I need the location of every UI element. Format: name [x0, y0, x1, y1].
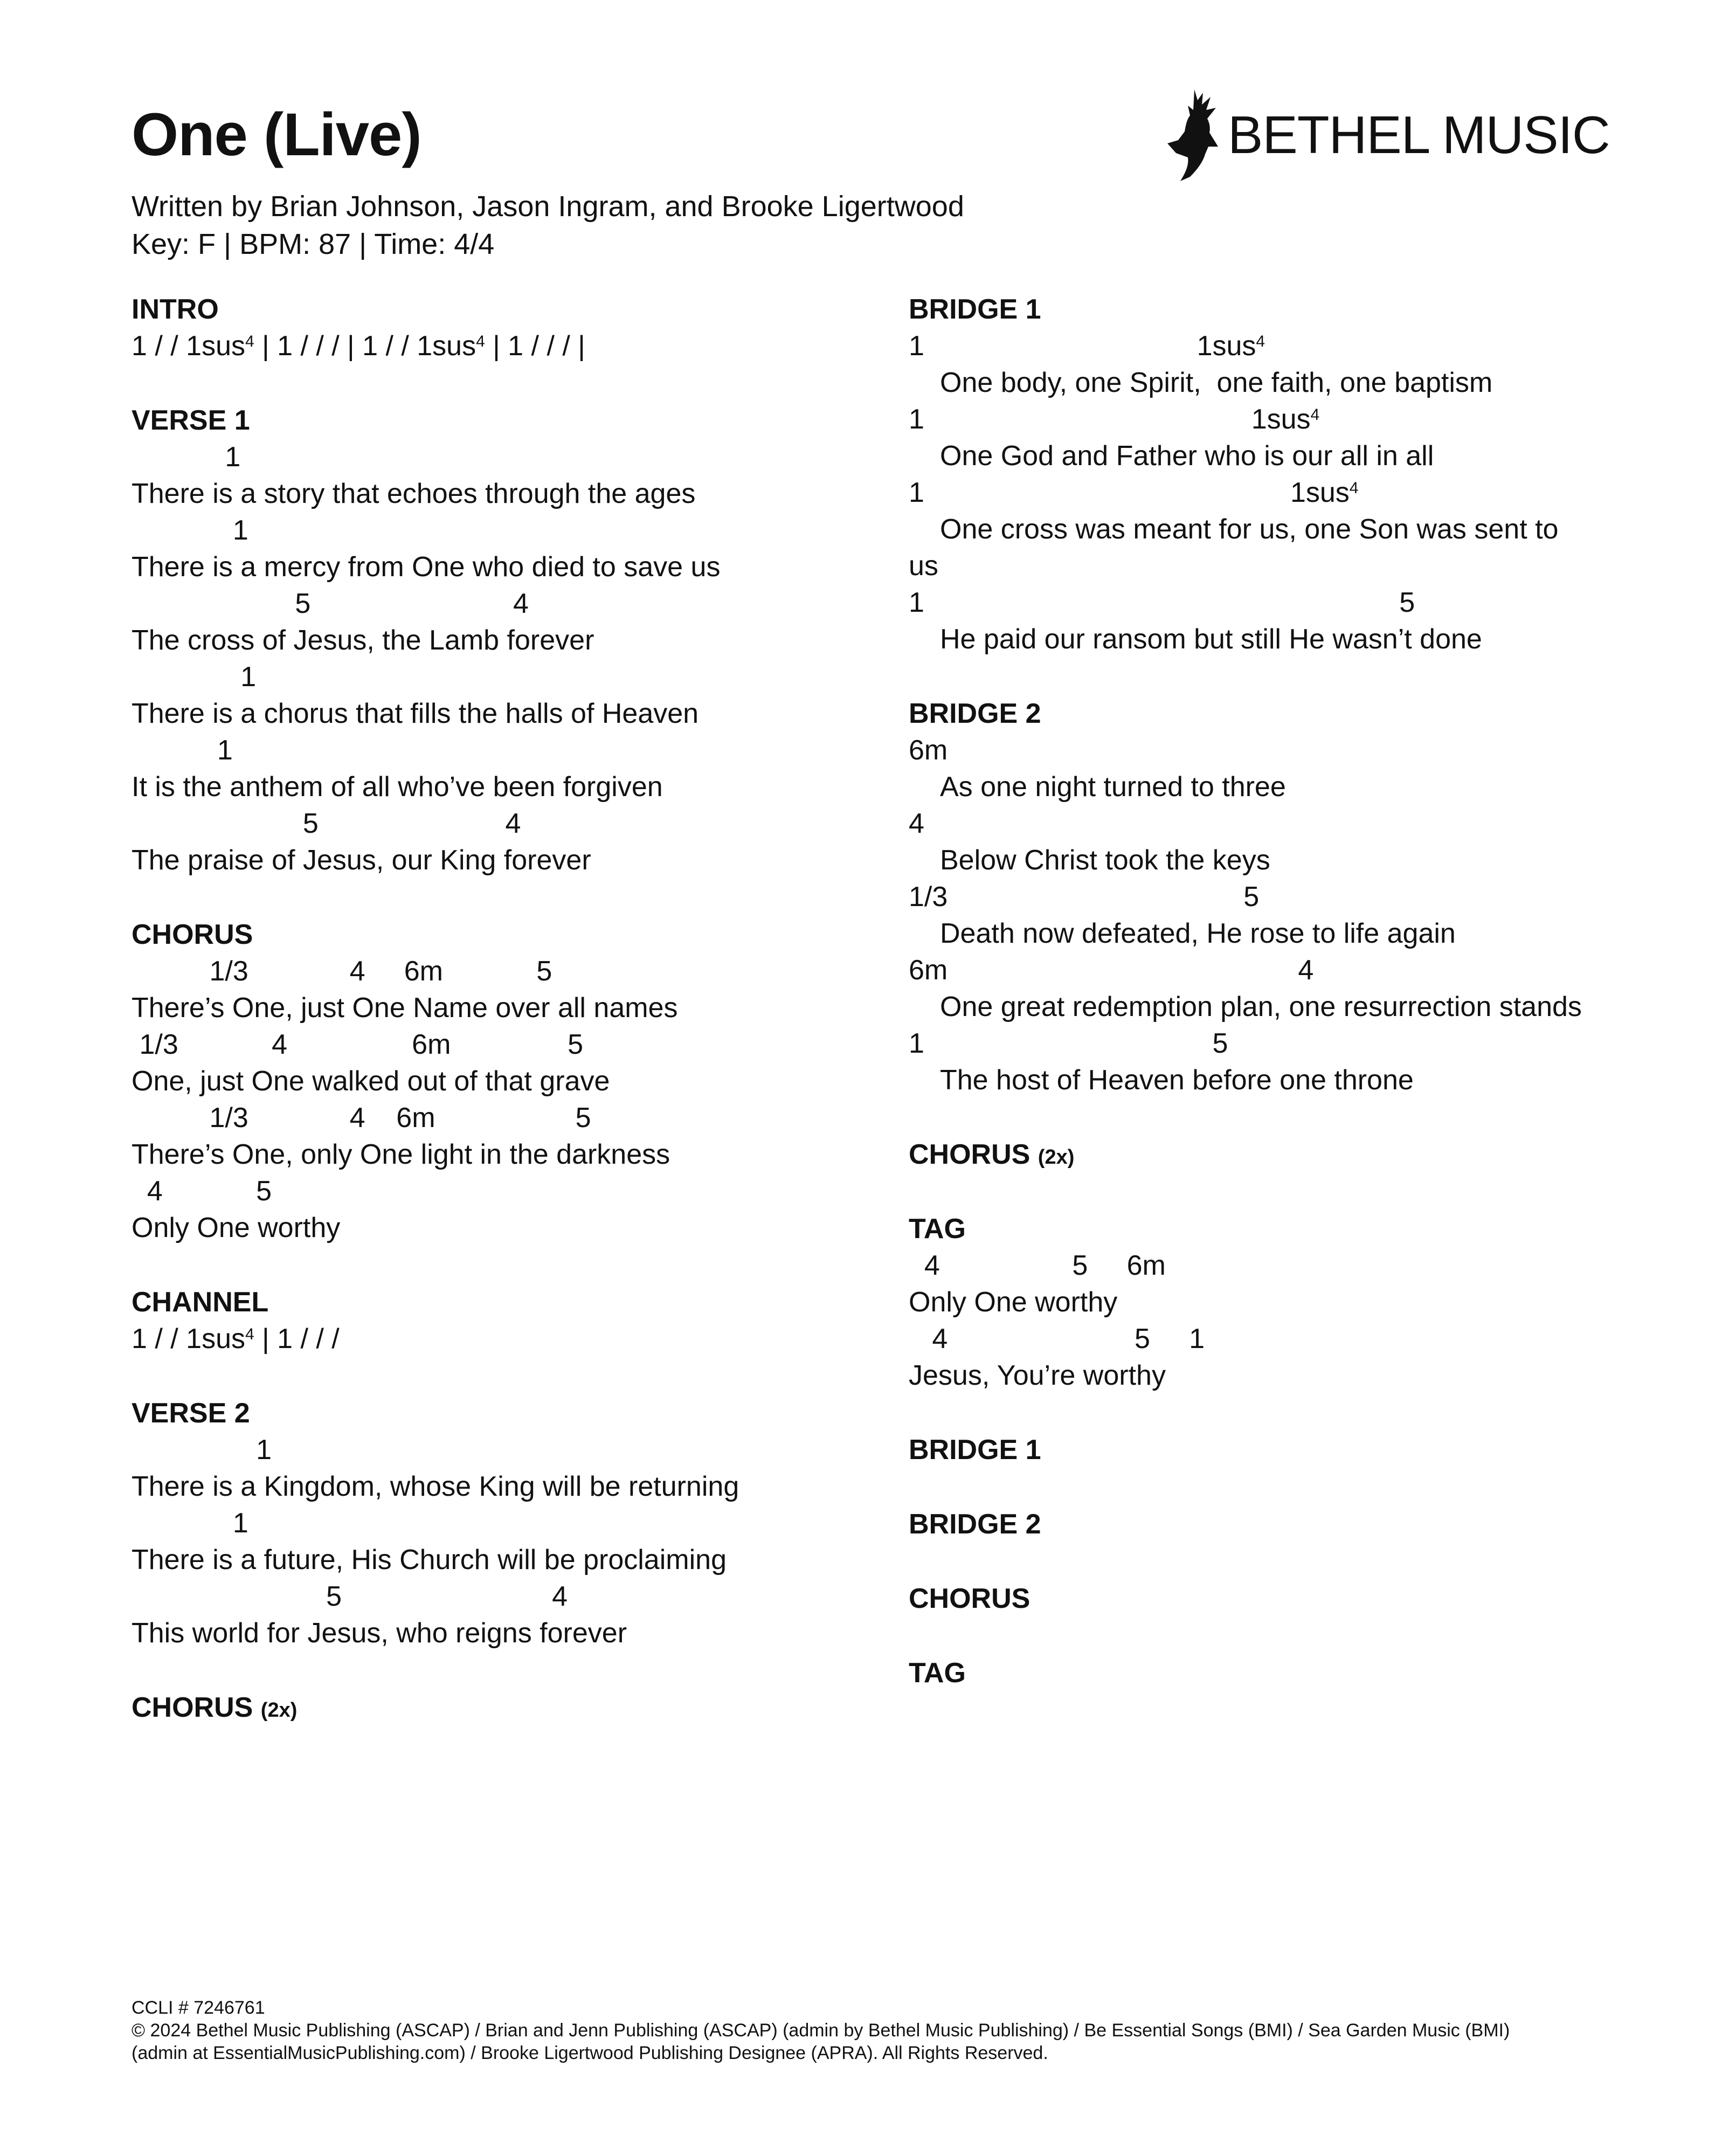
lyric-line: There is a story that echoes through the ages	[132, 478, 696, 509]
chord-line: 6m 4	[909, 955, 1314, 986]
lyric-line: One great redemption plan, one resurrection stands	[940, 991, 1582, 1022]
lyric-line: us	[909, 550, 938, 582]
lyric-line: Only One worthy	[909, 1287, 1118, 1318]
writers-credit: Written by Brian Johnson, Jason Ingram, and Brooke Ligertwood	[132, 190, 964, 223]
section-heading: CHANNEL	[132, 1287, 269, 1318]
chord-line: 1 1sus$^4$	[909, 477, 1359, 508]
key-bpm-time: Key: F | BPM: 87 | Time: 4/4	[132, 228, 495, 260]
bethel-music-logo	[1164, 86, 1610, 183]
chord-line: 4 5	[132, 1176, 272, 1207]
lyric-line: One cross was meant for us, one Son was sent to	[940, 514, 1559, 545]
chord-line: 4 5 1	[909, 1323, 1205, 1355]
chord-line: 1/3 4 6m 5	[132, 956, 552, 987]
section-outro-bridge-1	[909, 1432, 1674, 1468]
section-heading: BRIDGE 1	[909, 1434, 1041, 1466]
chord-line: 1	[132, 1508, 248, 1539]
section-channel	[132, 1284, 897, 1357]
chord-line: 1	[132, 441, 241, 473]
lyric-line: The cross of Jesus, the Lamb forever	[132, 625, 594, 656]
lyric-line: Death now defeated, He rose to life again	[940, 918, 1456, 949]
lyric-line: This world for Jesus, who reigns forever	[132, 1618, 627, 1649]
copyright-line: (admin at EssentialMusicPublishing.com) / Brooke Ligertwood Publishing Designee (APRA). All Rights Reserved.	[132, 2043, 1048, 2063]
lyric-line: There’s One, only One light in the darkness	[132, 1139, 670, 1170]
lyric-line: Only One worthy	[132, 1212, 341, 1243]
chord-line: 1	[132, 515, 248, 546]
chord-line: 5 4	[132, 1581, 568, 1612]
section-heading: TAG	[909, 1213, 966, 1245]
chord-line: 6m	[909, 735, 948, 766]
section-heading: INTRO	[132, 294, 219, 325]
copyright-footer	[132, 1996, 1619, 2064]
repeat-note: (2x)	[1038, 1146, 1075, 1169]
lyric-line: The praise of Jesus, our King forever	[132, 845, 591, 876]
lyric-line: Below Christ took the keys	[940, 845, 1270, 876]
right-column	[909, 291, 1674, 1729]
section-heading: TAG	[909, 1657, 966, 1689]
chord-line: 1 1sus$^4$	[909, 330, 1265, 362]
lyric-line: There is a future, His Church will be proclaiming	[132, 1544, 727, 1575]
lyric-line: One, just One walked out of that grave	[132, 1066, 610, 1097]
section-chorus-repeat-2	[909, 1136, 1674, 1173]
chord-line: 1 / / 1sus$^4$ | 1 / / / | 1 / / 1sus$^4$ | 1 / / / |	[132, 330, 585, 362]
section-chorus	[132, 916, 897, 1246]
chord-line: 1/3 5	[909, 881, 1260, 913]
chord-line: 5 4	[132, 588, 529, 619]
section-bridge-2	[909, 695, 1674, 1098]
deer-head-icon	[1164, 86, 1223, 183]
section-heading: BRIDGE 1	[909, 294, 1041, 325]
chord-line: 4	[909, 808, 924, 839]
section-verse-1	[132, 402, 897, 879]
section-verse-2	[132, 1395, 897, 1651]
repeat-note: (2x)	[260, 1699, 298, 1722]
lyric-line: There is a Kingdom, whose King will be returning	[132, 1471, 739, 1502]
lyric-line: It is the anthem of all who’ve been forgiven	[132, 771, 663, 803]
chord-line: 1	[132, 735, 233, 766]
chord-line: 1 1sus$^4$	[909, 404, 1320, 435]
section-outro-tag	[909, 1655, 1674, 1691]
section-chorus-repeat	[132, 1689, 897, 1726]
section-bridge-1	[909, 291, 1674, 658]
section-heading: CHORUS (2x)	[132, 1692, 298, 1723]
song-title: One (Live)	[132, 101, 421, 168]
section-intro	[132, 291, 897, 364]
lyric-line: There is a chorus that fills the halls of Heaven	[132, 698, 699, 729]
chord-line: 1 / / 1sus$^4$ | 1 / / /	[132, 1323, 340, 1355]
chord-line: 4 5 6m	[909, 1250, 1166, 1281]
lyric-line: There’s One, just One Name over all names	[132, 992, 678, 1024]
section-heading: VERSE 1	[132, 405, 250, 436]
chord-line: 5 4	[132, 808, 521, 839]
chord-line: 1 5	[909, 587, 1415, 618]
chord-line: 1	[132, 661, 257, 693]
section-outro-chorus	[909, 1580, 1674, 1617]
lyric-line: There is a mercy from One who died to save us	[132, 551, 721, 583]
lyric-line: As one night turned to three	[940, 771, 1286, 803]
section-tag	[909, 1211, 1674, 1394]
chord-line: 1/3 4 6m 5	[132, 1102, 591, 1134]
chord-line: 1	[132, 1434, 272, 1466]
copyright-line: © 2024 Bethel Music Publishing (ASCAP) / Brian and Jenn Publishing (ASCAP) (admin by Bethel Music Publishing) / Be Essential Songs (BMI) / Sea Garden Music (BMI)	[132, 2020, 1510, 2041]
section-heading: BRIDGE 2	[909, 698, 1041, 729]
lyric-line: One God and Father who is our all in all	[940, 440, 1434, 472]
logo-text: BETHEL MUSIC	[1228, 105, 1610, 164]
chord-line: 1/3 4 6m 5	[132, 1029, 584, 1060]
ccli-number: CCLI # 7246761	[132, 1998, 265, 2018]
section-heading: CHORUS	[132, 919, 253, 950]
left-column	[132, 291, 897, 1764]
section-heading: CHORUS	[909, 1583, 1031, 1614]
lyric-line: The host of Heaven before one throne	[940, 1065, 1414, 1096]
section-heading: BRIDGE 2	[909, 1509, 1041, 1540]
chord-line: 1 5	[909, 1028, 1228, 1059]
section-outro-bridge-2	[909, 1506, 1674, 1543]
lyric-line: He paid our ransom but still He wasn’t done	[940, 624, 1482, 655]
lyric-line: Jesus, You’re worthy	[909, 1360, 1166, 1391]
section-heading: CHORUS (2x)	[909, 1139, 1075, 1170]
lyric-line: One body, one Spirit, one faith, one baptism	[940, 367, 1493, 398]
section-heading: VERSE 2	[132, 1398, 250, 1429]
